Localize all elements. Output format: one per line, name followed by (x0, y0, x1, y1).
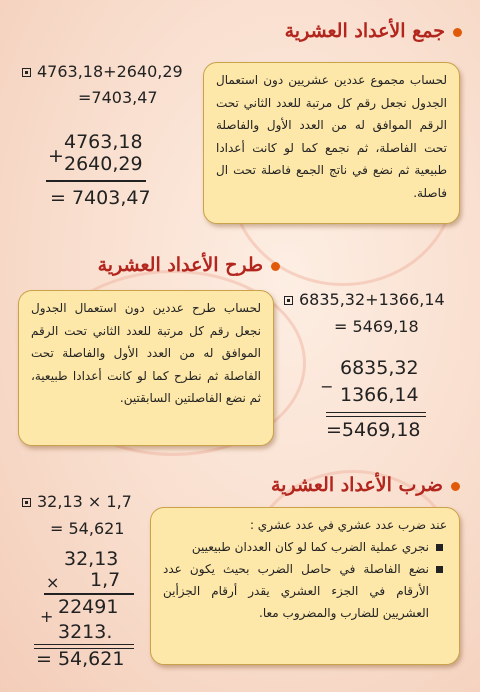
multiplication-total: = 54,621 (36, 648, 125, 670)
subtraction-total: =5469,18 (326, 419, 421, 441)
addition-text: لحساب مجموع عددين عشريين دون استعمال الجدول نجعل رقم كل مرتبة للعدد الثاني تحت الرقم الموافق له من العدد الأول والفاصلة تحت الفاصلة، ثم نجمع كما لو كانت أعدادا طبيعية ثم نضع في ناتج الجمع فاصلة تحت ال فاصلة. (216, 73, 447, 200)
addition-result: =7403,47 (78, 88, 158, 107)
multiplication-plus: + (40, 607, 54, 626)
list-item: نجري عملية الضرب كما لو كان العددان طبيعيين (163, 536, 443, 558)
multiplication-op1: 32,13 (64, 548, 119, 570)
subtraction-rule (326, 412, 426, 417)
multiplication-expr-text: 32,13 × 1,7 (37, 492, 132, 511)
subtraction-text: لحساب طرح عددين دون استعمال الجدول نجعل رقم كل مرتبة للعدد الثاني تحت الرقم الموافق له من العدد الأول والفاصلة تحت الفاصلة ثم نطرح كما لو كانت أعدادا طبيعية، ثم نضع الفاصلتين السابقتين. (31, 301, 261, 405)
bullet-dot-icon (453, 28, 462, 37)
subtraction-explanation-box (18, 290, 274, 446)
subtraction-heading (98, 254, 280, 276)
addition-total: = 7403,47 (50, 187, 151, 209)
multiplication-partial-1: 22491 (58, 596, 119, 618)
multiplication-rule-1 (44, 593, 134, 595)
addition-op1: 4763,18 (64, 131, 143, 153)
addition-title: جمع الأعداد العشرية (284, 20, 445, 42)
list-item: نضع الفاصلة في حاصل الضرب بحيث يكون عدد الأرقام في الجزء العشري يقدر أرقام الجزأين العشريين للضارب والمضروب معا. (163, 558, 443, 624)
addition-expression (22, 62, 183, 81)
multiplication-heading (271, 474, 460, 496)
multiplication-title: ضرب الأعداد العشرية (270, 474, 443, 496)
multiplication-partial-2: 3213. (58, 621, 113, 643)
square-bullet-icon (22, 68, 31, 77)
multiplication-intro: عند ضرب عدد عشري في عدد عشري : (249, 518, 447, 532)
subtraction-title: طرح الأعداد العشرية (97, 254, 263, 276)
multiplication-result: = 54,621 (50, 519, 125, 538)
subtraction-expr-text: 6835,32+1366,14 (299, 290, 445, 309)
addition-expr-text: 4763,18+2640,29 (37, 62, 183, 81)
multiplication-expression (22, 492, 132, 511)
subtraction-sign: _ (322, 366, 332, 388)
multiplication-times: × (46, 573, 60, 592)
square-bullet-icon (284, 296, 293, 305)
multiplication-op2: 1,7 (90, 569, 121, 591)
subtraction-result: = 5469,18 (334, 317, 419, 336)
addition-heading (285, 20, 462, 42)
multiplication-rules-list (163, 536, 447, 624)
addition-explanation-box (203, 62, 460, 224)
addition-op2: 2640,29 (64, 153, 143, 175)
addition-rule (46, 180, 146, 182)
square-bullet-icon (22, 498, 31, 507)
bullet-dot-icon (451, 482, 460, 491)
subtraction-op1: 6835,32 (340, 357, 419, 379)
subtraction-expression (284, 290, 445, 309)
addition-sign: + (48, 145, 64, 167)
multiplication-explanation-box (150, 507, 460, 665)
subtraction-op2: 1366,14 (340, 384, 419, 406)
bullet-dot-icon (271, 262, 280, 271)
